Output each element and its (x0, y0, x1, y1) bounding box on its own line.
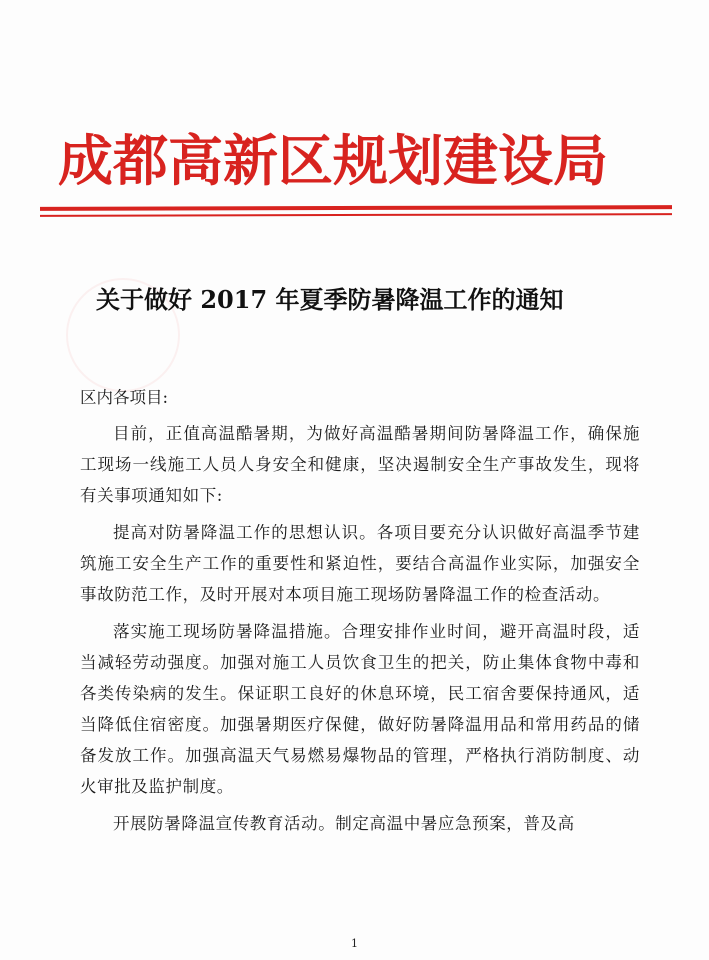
page-number: 1 (351, 937, 358, 950)
letterhead-red-rule-thin (40, 213, 672, 217)
document-title: 关于做好 2017 年夏季防暑降温工作的通知 (96, 285, 564, 314)
body-paragraph: 开展防暑降温宣传教育活动。制定高温中暑应急预案，普及高 (113, 814, 575, 833)
salutation: 区内各项目: (80, 388, 169, 407)
body-paragraph: 落实施工现场防暑降温措施。合理安排作业时间，避开高温时段，适当减轻劳动强度。加强对施工人员饮食卫生的把关，防止集体食物中毒和各类传染病的发生。保证职工良好的休息环境，民工宿舍要保持通风，适当降低住宿密度。加强暑期医疗保健，做好防暑降温用品和常用药品的储备发放工作。加强高温天气易燃易爆物品的管理，严格执行消防制度、动火审批及监护制度。 (80, 622, 640, 796)
letterhead-org-name: 成都高新区规划建设局 (58, 128, 609, 193)
body-paragraph: 目前，正值高温酷暑期，为做好高温酷暑期间防暑降温工作，确保施工现场一线施工人员人身安全和健康，坚决遏制安全生产事故发生，现将有关事项通知如下: (80, 424, 640, 505)
letterhead-red-rule (40, 205, 672, 211)
body-paragraph: 提高对防暑降温工作的思想认识。各项目要充分认识做好高温季节建筑施工安全生产工作的重要性和紧迫性，要结合高温作业实际，加强安全事故防范工作，及时开展对本项目施工现场防暑降温工作的检查活动。 (80, 523, 640, 604)
document-body (80, 418, 640, 845)
